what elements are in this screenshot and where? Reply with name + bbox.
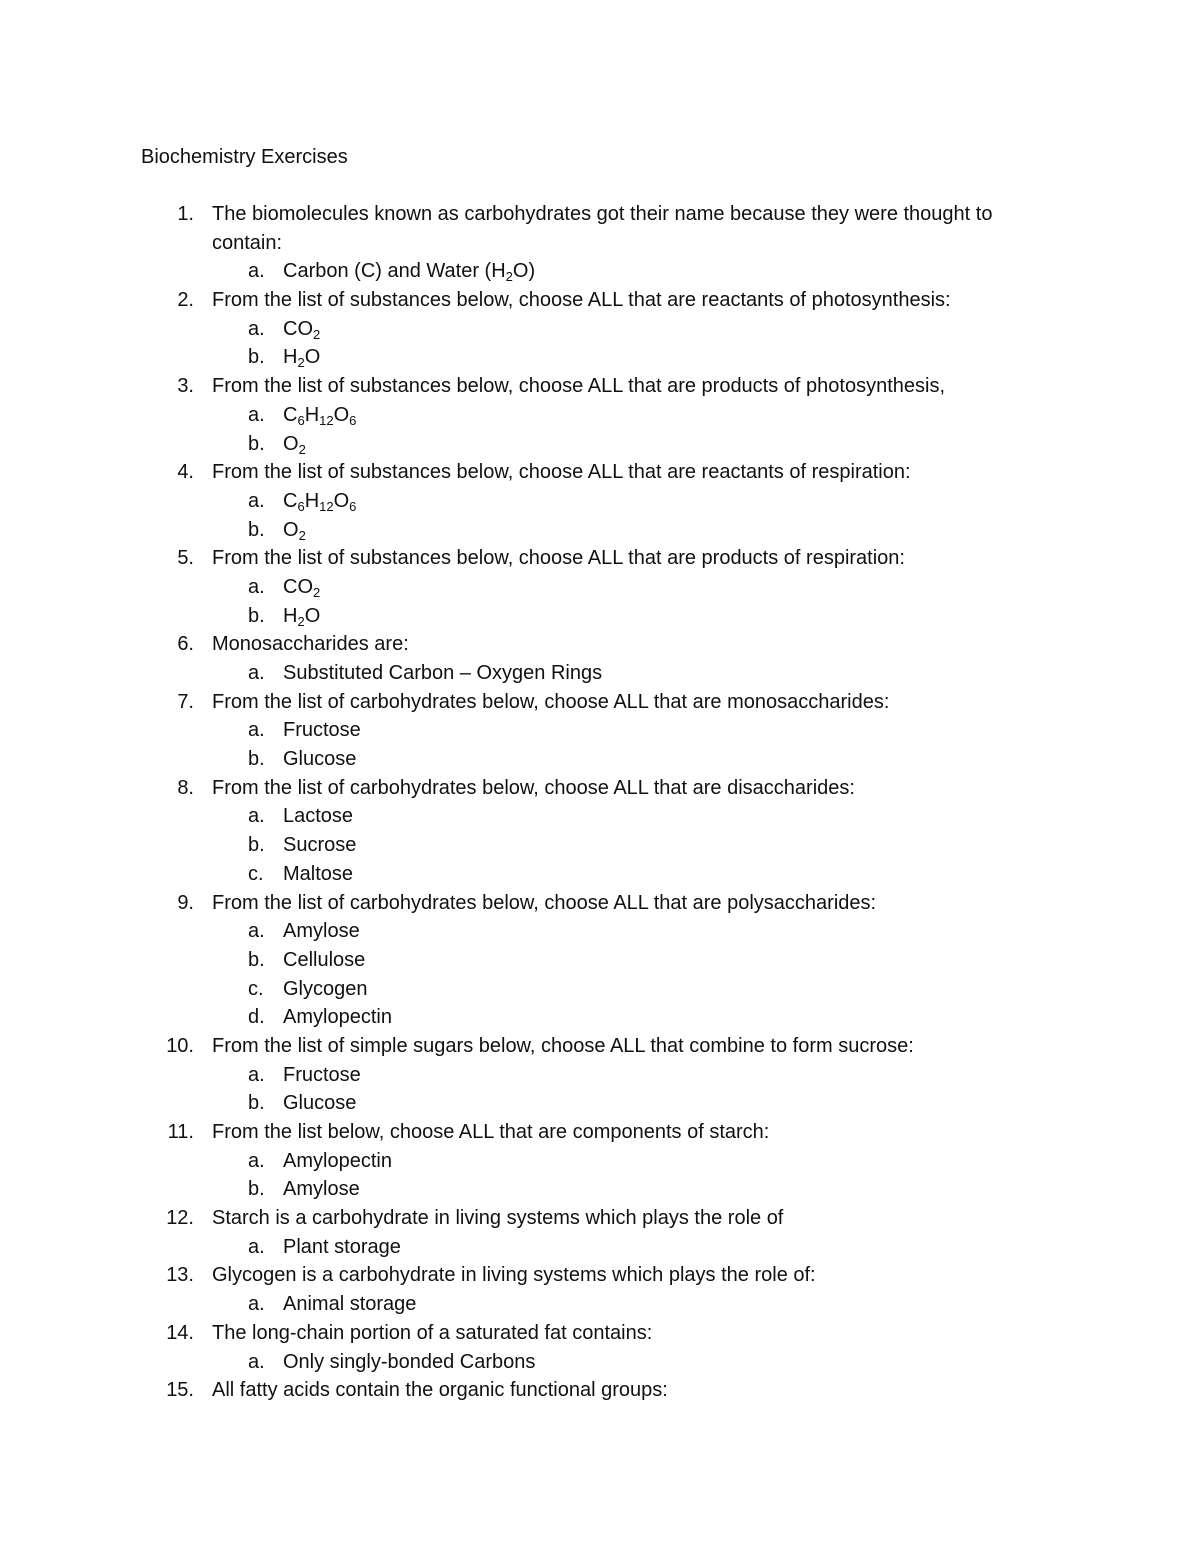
option-text-part: Glucose bbox=[283, 748, 357, 771]
option-text bbox=[283, 1089, 356, 1118]
answer-option-list bbox=[0, 487, 1200, 544]
question-item bbox=[0, 200, 1200, 286]
option-text-part: Amylose bbox=[283, 1178, 360, 1201]
option-text-part: H bbox=[283, 346, 298, 369]
question-line bbox=[0, 1376, 1200, 1405]
option-text bbox=[283, 1003, 392, 1032]
option-text-part: Fructose bbox=[283, 719, 361, 742]
subscript-digit: 6 bbox=[297, 498, 305, 514]
question-number: 9. bbox=[177, 891, 194, 914]
question-text: From the list of substances below, choose ALL that are reactants of respiration: bbox=[212, 461, 911, 484]
answer-option-list bbox=[0, 315, 1200, 372]
option-letter: a. bbox=[248, 403, 265, 426]
question-number: 7. bbox=[177, 690, 194, 713]
option-text-part: O bbox=[283, 518, 299, 541]
answer-option bbox=[0, 487, 1200, 516]
question-line bbox=[0, 372, 1200, 401]
option-letter: c. bbox=[248, 977, 264, 1000]
option-letter: a. bbox=[248, 1350, 265, 1373]
answer-option bbox=[0, 659, 1200, 688]
option-text bbox=[283, 602, 320, 631]
option-text bbox=[283, 1147, 392, 1176]
option-letter: b. bbox=[248, 346, 265, 369]
question-line bbox=[0, 630, 1200, 659]
question-text: From the list of substances below, choose ALL that are products of photosynthesis, bbox=[212, 375, 946, 398]
option-text bbox=[283, 487, 356, 516]
option-text-part: Fructose bbox=[283, 1063, 361, 1086]
question-number: 1. bbox=[177, 203, 194, 225]
subscript-digit: 2 bbox=[297, 355, 305, 371]
option-text-part: Amylose bbox=[283, 920, 360, 943]
answer-option bbox=[0, 401, 1200, 430]
question-number: 15. bbox=[166, 1379, 194, 1402]
option-text bbox=[283, 315, 320, 344]
question-number: 11. bbox=[167, 1121, 194, 1143]
answer-option bbox=[0, 1233, 1200, 1262]
question-item bbox=[0, 544, 1200, 630]
answer-option bbox=[0, 516, 1200, 545]
question-number: 4. bbox=[177, 461, 194, 484]
option-text bbox=[283, 802, 353, 831]
answer-option bbox=[0, 257, 1200, 286]
question-text: From the list of carbohydrates below, choose ALL that are polysaccharides: bbox=[212, 891, 877, 914]
option-text-part: Glucose bbox=[283, 1092, 357, 1115]
option-letter: a. bbox=[248, 260, 265, 283]
answer-option-list bbox=[0, 257, 1200, 286]
question-item bbox=[0, 774, 1200, 889]
answer-option bbox=[0, 716, 1200, 745]
subscript-digit: 2 bbox=[297, 613, 305, 629]
option-letter: a. bbox=[248, 1235, 265, 1258]
question-text: All fatty acids contain the organic functional groups: bbox=[212, 1379, 668, 1402]
subscript-digit: 2 bbox=[298, 527, 306, 543]
option-letter: a. bbox=[248, 1149, 265, 1172]
question-number: 14. bbox=[166, 1321, 194, 1344]
option-letter: b. bbox=[248, 1092, 265, 1115]
answer-option-list bbox=[0, 802, 1200, 888]
question-item bbox=[0, 1319, 1200, 1376]
option-text bbox=[283, 516, 306, 545]
answer-option bbox=[0, 946, 1200, 975]
option-text-part: O) bbox=[512, 260, 536, 283]
option-text-part: O bbox=[333, 489, 350, 512]
option-text bbox=[283, 946, 365, 975]
option-letter: a. bbox=[248, 1063, 265, 1086]
question-item bbox=[0, 889, 1200, 1032]
question-text: Glycogen is a carbohydrate in living systems which plays the role of: bbox=[212, 1264, 816, 1287]
option-letter: b. bbox=[248, 1178, 265, 1201]
question-item bbox=[0, 1204, 1200, 1261]
option-text bbox=[283, 1233, 401, 1262]
option-text-part: Glycogen bbox=[283, 977, 368, 1000]
option-letter: b. bbox=[248, 518, 265, 541]
option-text-part: C bbox=[283, 489, 298, 512]
answer-option bbox=[0, 831, 1200, 860]
question-number: 8. bbox=[177, 776, 194, 799]
option-text bbox=[283, 716, 361, 745]
option-letter: a. bbox=[248, 920, 265, 943]
answer-option bbox=[0, 1147, 1200, 1176]
question-text: From the list of carbohydrates below, choose ALL that are monosaccharides: bbox=[212, 690, 890, 713]
answer-option-list bbox=[0, 716, 1200, 773]
question-line bbox=[0, 1032, 1200, 1061]
option-letter: a. bbox=[248, 662, 265, 684]
option-letter: b. bbox=[248, 432, 265, 455]
answer-option-list bbox=[0, 573, 1200, 630]
question-text: The biomolecules known as carbohydrates got their name because they were thought to bbox=[212, 203, 993, 225]
subscript-digit: 2 bbox=[313, 584, 321, 600]
question-line-continued: contain: bbox=[212, 231, 283, 254]
option-text-part: H bbox=[304, 489, 320, 512]
question-text: From the list of carbohydrates below, choose ALL that are disaccharides: bbox=[212, 776, 855, 799]
question-line bbox=[0, 1319, 1200, 1348]
answer-option-list bbox=[0, 917, 1200, 1032]
option-text-part: O bbox=[304, 604, 321, 627]
question-line bbox=[0, 1118, 1200, 1147]
answer-option bbox=[0, 1061, 1200, 1090]
answer-option bbox=[0, 917, 1200, 946]
question-text: Starch is a carbohydrate in living systems which plays the role of bbox=[212, 1207, 784, 1230]
option-text-part: Substituted Carbon – Oxygen Rings bbox=[283, 662, 603, 684]
answer-option-list bbox=[0, 659, 1200, 688]
option-text bbox=[283, 1348, 535, 1377]
option-letter: a. bbox=[248, 489, 265, 512]
answer-option-list bbox=[0, 1290, 1200, 1319]
subscript-digit: 6 bbox=[349, 498, 357, 514]
option-text-part: Animal storage bbox=[283, 1293, 417, 1316]
option-text-part: H bbox=[304, 403, 320, 426]
answer-option bbox=[0, 343, 1200, 372]
option-text-part: O bbox=[283, 432, 299, 455]
option-letter: a. bbox=[248, 575, 265, 598]
option-text-part: CO bbox=[283, 317, 313, 340]
answer-option-list bbox=[0, 1348, 1200, 1377]
answer-option bbox=[0, 802, 1200, 831]
option-letter: a. bbox=[248, 1293, 265, 1316]
question-text: The long-chain portion of a saturated fat contains: bbox=[212, 1321, 653, 1344]
answer-option bbox=[0, 745, 1200, 774]
answer-option bbox=[0, 975, 1200, 1004]
question-line bbox=[0, 1261, 1200, 1290]
option-text-part: C bbox=[283, 403, 298, 426]
answer-option-list bbox=[0, 1233, 1200, 1262]
question-item bbox=[0, 1032, 1200, 1118]
option-letter: a. bbox=[248, 805, 265, 828]
option-letter: d. bbox=[248, 1006, 265, 1029]
option-text-part: O bbox=[333, 403, 350, 426]
option-text bbox=[283, 860, 353, 889]
option-text bbox=[283, 917, 360, 946]
answer-option bbox=[0, 602, 1200, 631]
option-text bbox=[283, 1175, 360, 1204]
question-number: 3. bbox=[177, 375, 194, 398]
option-text-part: Cellulose bbox=[283, 948, 366, 971]
subscript-digit: 2 bbox=[505, 269, 513, 285]
option-text-part: Plant storage bbox=[283, 1235, 401, 1258]
option-text bbox=[283, 831, 356, 860]
subscript-digit: 6 bbox=[349, 412, 357, 428]
question-line bbox=[0, 286, 1200, 315]
option-text bbox=[283, 1290, 416, 1319]
answer-option bbox=[0, 573, 1200, 602]
option-letter: a. bbox=[248, 317, 265, 340]
question-number: 10. bbox=[166, 1034, 194, 1057]
question-item bbox=[0, 1261, 1200, 1318]
option-text-part: Carbon (C) and Water (H bbox=[283, 260, 506, 283]
option-text-part: Sucrose bbox=[283, 834, 357, 857]
answer-option-list bbox=[0, 401, 1200, 458]
answer-option-list bbox=[0, 1061, 1200, 1118]
answer-option bbox=[0, 1175, 1200, 1204]
answer-option bbox=[0, 1348, 1200, 1377]
option-letter: c. bbox=[248, 862, 264, 885]
option-text bbox=[283, 975, 368, 1004]
subscript-digit: 2 bbox=[313, 326, 321, 342]
question-list bbox=[0, 200, 1200, 1405]
question-item bbox=[0, 286, 1200, 372]
option-letter: b. bbox=[248, 604, 265, 627]
subscript-digit: 12 bbox=[319, 412, 334, 428]
question-item bbox=[0, 458, 1200, 544]
subscript-digit: 6 bbox=[297, 412, 305, 428]
question-line bbox=[0, 774, 1200, 803]
question-item bbox=[0, 1376, 1200, 1405]
option-text bbox=[283, 573, 320, 602]
question-text: From the list of simple sugars below, choose ALL that combine to form sucrose: bbox=[212, 1034, 914, 1057]
option-text-part: O bbox=[304, 346, 321, 369]
question-line bbox=[0, 458, 1200, 487]
option-text-part: Amylopectin bbox=[283, 1006, 392, 1029]
subscript-digit: 12 bbox=[319, 498, 334, 514]
option-text-part: Amylopectin bbox=[283, 1149, 392, 1172]
answer-option bbox=[0, 1089, 1200, 1118]
question-number: 13. bbox=[166, 1264, 194, 1287]
option-text-part: Maltose bbox=[283, 862, 354, 885]
option-text bbox=[283, 343, 320, 372]
question-text: From the list below, choose ALL that are components of starch: bbox=[212, 1121, 770, 1143]
question-text: From the list of substances below, choose ALL that are reactants of photosynthesis: bbox=[212, 289, 951, 312]
answer-option bbox=[0, 1003, 1200, 1032]
answer-option bbox=[0, 315, 1200, 344]
question-text: From the list of substances below, choose ALL that are products of respiration: bbox=[212, 547, 905, 570]
subscript-digit: 2 bbox=[298, 441, 306, 457]
question-item bbox=[0, 630, 1200, 687]
option-letter: b. bbox=[248, 748, 265, 771]
answer-option bbox=[0, 860, 1200, 889]
option-letter: b. bbox=[248, 834, 265, 857]
option-text bbox=[283, 401, 356, 430]
option-text bbox=[283, 430, 306, 459]
question-item bbox=[0, 1118, 1200, 1204]
question-item bbox=[0, 372, 1200, 458]
option-text bbox=[283, 1061, 361, 1090]
option-letter: a. bbox=[248, 719, 265, 742]
answer-option bbox=[0, 1290, 1200, 1319]
option-text-part: H bbox=[283, 604, 298, 627]
question-number: 2. bbox=[177, 289, 194, 312]
question-line bbox=[0, 1204, 1200, 1233]
option-text bbox=[283, 659, 602, 688]
option-text-part: CO bbox=[283, 575, 313, 598]
question-line bbox=[0, 688, 1200, 717]
answer-option bbox=[0, 430, 1200, 459]
question-line bbox=[0, 200, 1200, 229]
question-text: Monosaccharides are: bbox=[212, 633, 409, 656]
question-line bbox=[0, 889, 1200, 918]
option-letter: b. bbox=[248, 948, 265, 971]
question-number: 5. bbox=[177, 547, 194, 570]
option-text bbox=[283, 257, 535, 286]
document-title: Biochemistry Exercises bbox=[141, 146, 348, 168]
question-number: 6. bbox=[177, 633, 194, 656]
option-text-part: Lactose bbox=[283, 805, 354, 828]
question-line bbox=[0, 544, 1200, 573]
option-text bbox=[283, 745, 356, 774]
option-text-part: Only singly-bonded Carbons bbox=[283, 1350, 536, 1373]
question-number: 12. bbox=[166, 1207, 194, 1230]
question-item bbox=[0, 688, 1200, 774]
answer-option-list bbox=[0, 1147, 1200, 1204]
